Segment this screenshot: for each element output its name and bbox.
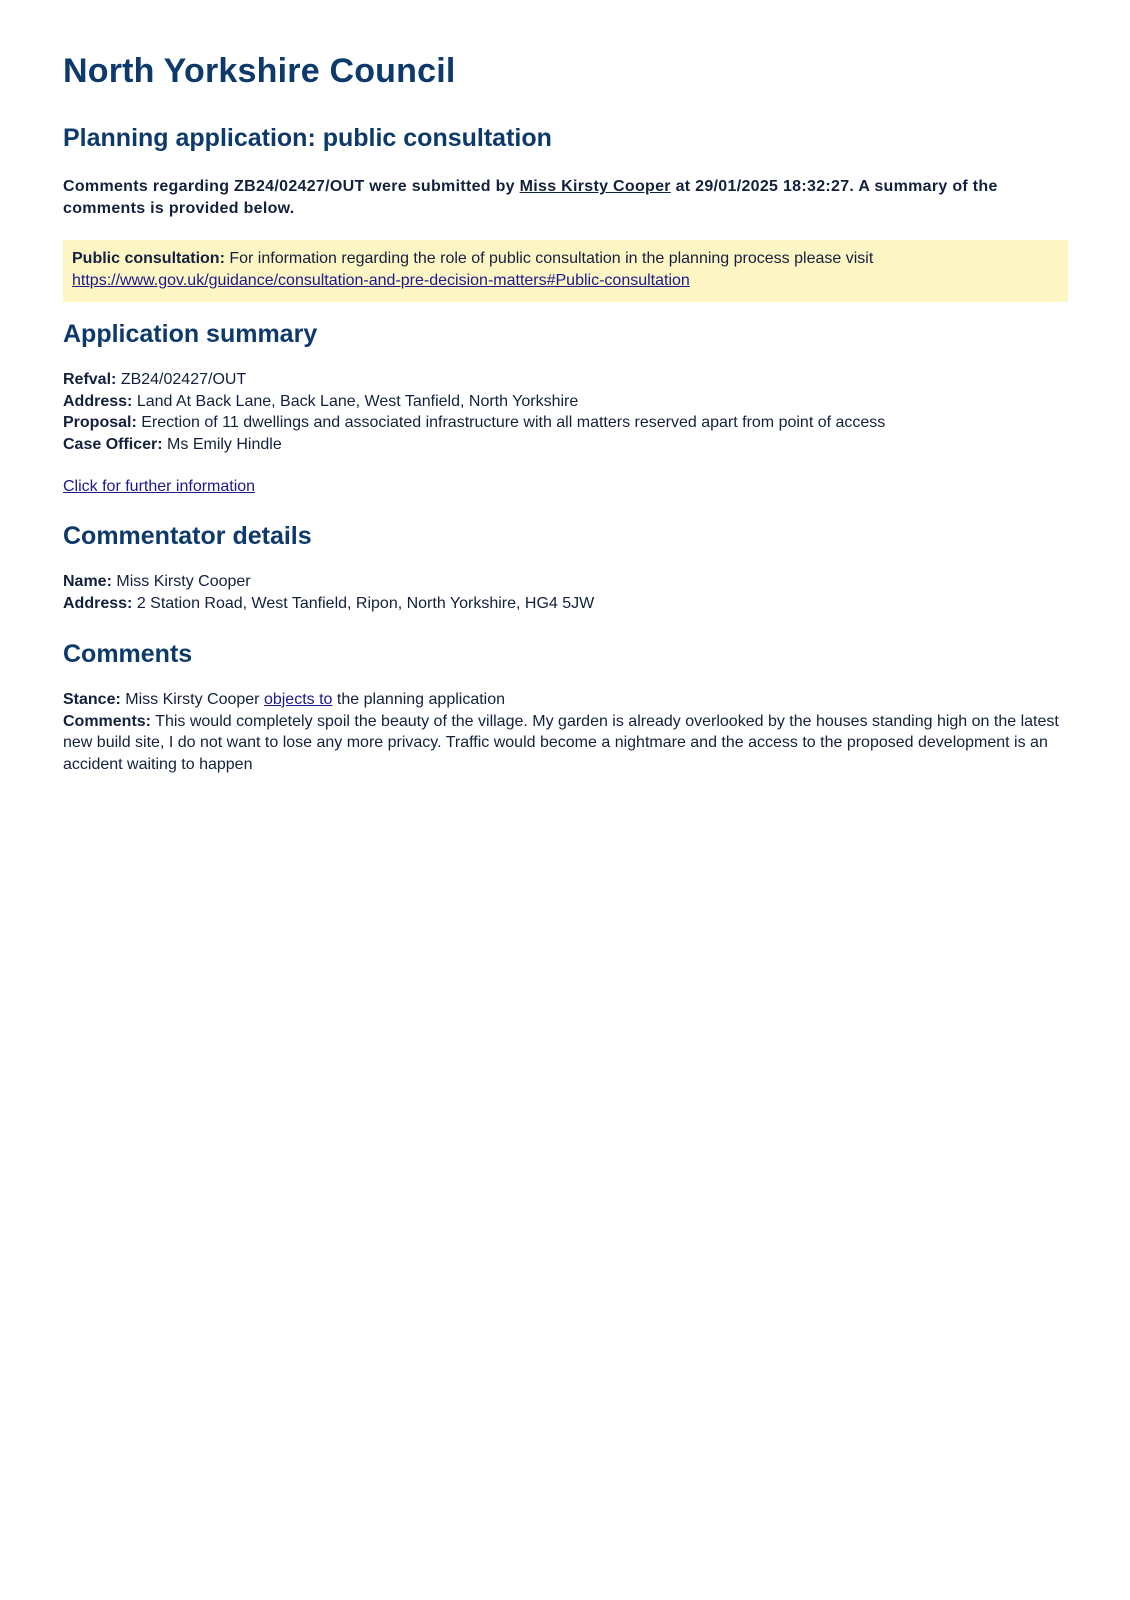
application-summary <box>63 369 1068 455</box>
commentator-address-value: 2 Station Road, West Tanfield, Ripon, North Yorkshire, HG4 5JW <box>136 594 595 612</box>
commentator-details <box>63 571 1068 614</box>
case-officer-value: Ms Emily Hindle <box>167 435 282 453</box>
site-address-label: Address: <box>63 392 133 410</box>
page-subtitle: Planning application: public consultation <box>63 124 552 152</box>
notice-label: Public consultation: <box>72 250 225 267</box>
comments-heading: Comments <box>63 640 193 668</box>
stance-name: Miss Kirsty Cooper <box>125 691 260 708</box>
commentator-heading: Commentator details <box>63 522 312 550</box>
further-information-link[interactable]: Click for further information <box>63 478 256 495</box>
refval-label: Refval: <box>63 371 117 388</box>
further-info <box>63 476 1068 498</box>
case-officer-row <box>63 434 1068 456</box>
commentator-address-row <box>63 593 1068 615</box>
public-consultation-notice <box>63 240 1068 302</box>
commentator-name-value: Miss Kirsty Cooper <box>116 573 251 590</box>
case-officer-label: Case Officer: <box>63 435 163 453</box>
stance-label: Stance: <box>63 691 121 708</box>
intro-prefix: Comments regarding ZB24/02427/OUT were submitted by <box>63 178 515 195</box>
stance-suffix: the planning application <box>336 691 506 708</box>
council-title: North Yorkshire Council <box>63 52 456 90</box>
intro-text <box>63 176 1063 220</box>
proposal-row <box>63 412 1068 434</box>
refval-value: ZB24/02427/OUT <box>120 371 247 388</box>
commentator-name-label: Name: <box>63 573 112 590</box>
application-summary-heading: Application summary <box>63 320 318 348</box>
comments-text: This would completely spoil the beauty of the village. My garden is already overlooked by the houses standing high on the latest new build site, I do not want to lose any more privacy. Traffic would become a nightmare and the access to the proposed development is an accident waiting to happen <box>63 712 1059 773</box>
consultation-guidance-link[interactable]: https://www.gov.uk/guidance/consultation-and-pre-decision-matters#Public-consultation <box>72 272 690 289</box>
proposal-label: Proposal: <box>63 414 137 431</box>
notice-text: For information regarding the role of public consultation in the planning process please visit <box>229 250 874 267</box>
proposal-value: Erection of 11 dwellings and associated infrastructure with all matters reserved apart from point of access <box>141 414 886 431</box>
site-address-value: Land At Back Lane, Back Lane, West Tanfield, North Yorkshire <box>136 392 579 410</box>
submitter-link[interactable]: Miss Kirsty Cooper <box>519 178 671 195</box>
commentator-address-label: Address: <box>63 594 133 612</box>
comments-row <box>63 711 1068 776</box>
address-row <box>63 391 1068 413</box>
stance-verb[interactable]: objects to <box>263 691 333 708</box>
commentator-name-row <box>63 571 1068 593</box>
intro-suffix: at 29/01/2025 18:32:27. A summary of the comments is provided below. <box>63 178 998 217</box>
comments-label: Comments: <box>63 712 152 730</box>
stance-row <box>63 689 1068 711</box>
refval-row <box>63 369 1068 391</box>
comments-section <box>63 689 1068 775</box>
